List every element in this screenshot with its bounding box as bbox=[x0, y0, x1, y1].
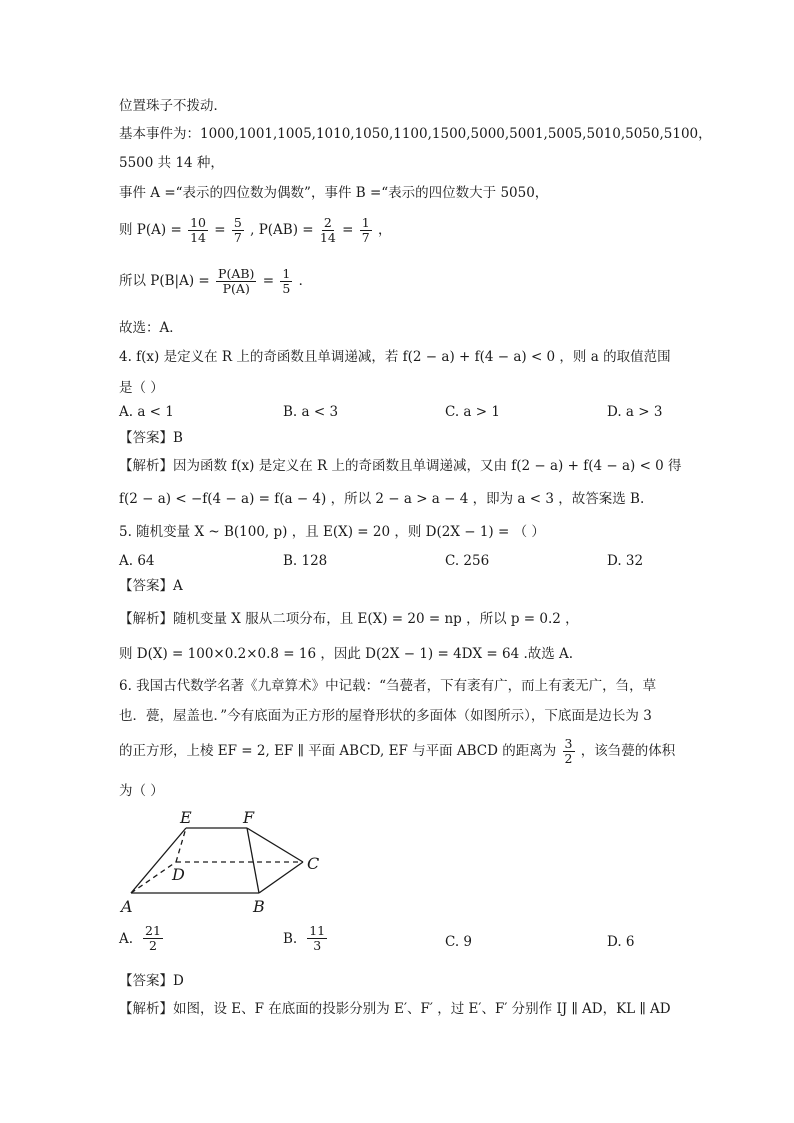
option-d: D. 6 bbox=[607, 934, 635, 950]
stem-text: 的正方形，上棱 EF = 2, EF ∥ 平面 ABCD, EF 与平面 ABCD 的距离为 bbox=[119, 743, 561, 759]
numerator: 11 bbox=[309, 923, 326, 938]
question-stem: 5. 随机变量 X ~ B(100, p) ，且 E(X) = 20 ，则 D(2X − 1) = （ ） bbox=[119, 524, 545, 540]
numerator: 21 bbox=[145, 923, 161, 938]
answer-label: 【答案】D bbox=[119, 973, 184, 989]
vertex-label-c: C bbox=[307, 854, 320, 873]
fraction bbox=[232, 216, 244, 246]
text-line: 故选：A． bbox=[119, 320, 183, 336]
text-line: 事件 A =“表示的四位数为偶数”，事件 B =“表示的四位数大于 5050， bbox=[119, 185, 549, 201]
fraction bbox=[307, 924, 327, 954]
explanation: 【解析】随机变量 X 服从二项分布，且 E(X) = 20 = np ，所以 p = 0.2 ， bbox=[119, 611, 579, 627]
option-a: A. a < 1 bbox=[119, 404, 174, 420]
explanation: 则 D(X) = 100×0.2×0.8 = 16 ，因此 D(2X − 1) = 4DX = 64 .故选 A. bbox=[119, 646, 574, 662]
fraction bbox=[216, 267, 256, 297]
denominator: 2 bbox=[149, 938, 157, 954]
fraction bbox=[188, 216, 208, 246]
denominator: P(A) bbox=[222, 281, 250, 296]
question-stem: 4. f(x) 是定义在 R 上的奇函数且单调递减，若 f(2 − a) + f(4 − a) < 0 ，则 a 的取值范围 bbox=[119, 349, 671, 365]
question-stem: 也．甍，屋盖也．”今有底面为正方形的屋脊形状的多面体（如图所示），下底面是边长为 3 bbox=[119, 708, 652, 724]
formula-text: 则 P(A) = bbox=[119, 222, 187, 238]
explanation: 【解析】如图，设 E、F 在底面的投影分别为 E′、F′ ，过 E′、F′ 分别作 IJ ∥ AD，KL ∥ AD bbox=[119, 1001, 671, 1017]
option-d: D. 32 bbox=[607, 553, 644, 569]
answer-label: 【答案】A bbox=[119, 578, 183, 594]
option-c: C. 9 bbox=[445, 934, 473, 950]
formula-text: ， bbox=[377, 222, 392, 238]
numerator: 3 bbox=[564, 735, 573, 751]
formula-text: , P(AB) = bbox=[250, 222, 318, 238]
denominator: 14 bbox=[190, 230, 206, 245]
denominator: 3 bbox=[313, 938, 322, 954]
text-line: 位置珠子不拨动． bbox=[119, 98, 227, 114]
edge-ad-hidden bbox=[131, 862, 176, 893]
vertex-label-f: F bbox=[243, 808, 255, 827]
vertex-label-e: E bbox=[180, 808, 192, 827]
numerator: 1 bbox=[361, 214, 370, 230]
vertex-label-a: A bbox=[121, 897, 133, 916]
option-b bbox=[283, 924, 329, 954]
answer-label: 【答案】B bbox=[119, 430, 183, 446]
question-stem: 是（ ） bbox=[119, 380, 164, 396]
edge-bc bbox=[259, 862, 303, 893]
fraction bbox=[563, 737, 575, 767]
option-c: C. 256 bbox=[445, 553, 490, 569]
vertex-label-b: B bbox=[253, 897, 265, 916]
edge-fb bbox=[247, 828, 259, 893]
formula-text: ． bbox=[298, 273, 313, 289]
option-b: B. a < 3 bbox=[283, 404, 339, 420]
denominator: 2 bbox=[564, 751, 573, 766]
option-b: B. 128 bbox=[283, 553, 328, 569]
text-line: 5500 共 14 种， bbox=[119, 155, 224, 171]
option-d: D. a > 3 bbox=[607, 404, 663, 420]
option-a bbox=[119, 924, 165, 954]
fraction bbox=[320, 216, 336, 246]
fraction bbox=[143, 924, 163, 954]
question-stem: 为（ ） bbox=[119, 783, 164, 799]
numerator: P(AB) bbox=[218, 265, 255, 281]
option-a: A. 64 bbox=[119, 553, 155, 569]
stem-text: ，该刍甍的体积 bbox=[580, 743, 676, 759]
formula-line: 则 P(A) = $\frac{10}{14}$ = $\frac{5}{7}$ , P(AB) = $\frac{2}{14}$ = $\frac{1}{7}$ ， bbox=[119, 214, 392, 245]
text-line: 基本事件为：1000,1001,1005,1010,1050,1100,1500,5000,5001,5005,5010,5050,5100， bbox=[119, 126, 712, 142]
explanation: f(2 − a) < −f(4 − a) = f(a − 4) ，所以 2 − a > a − 4 ，即为 a < 3 ，故答案选 B. bbox=[119, 491, 645, 507]
denominator: 14 bbox=[319, 230, 336, 245]
edge-fc bbox=[247, 828, 303, 862]
question-stem bbox=[119, 733, 675, 769]
numerator: 5 bbox=[233, 214, 242, 230]
denominator: 5 bbox=[282, 281, 291, 296]
denominator: 7 bbox=[361, 230, 370, 245]
option-label: A. bbox=[119, 930, 134, 947]
option-c: C. a > 1 bbox=[445, 404, 500, 420]
question-stem: 6. 我国古代数学名著《九章算术》中记载：“刍甍者，下有袤有广，而上有袤无广，刍，草 bbox=[119, 678, 657, 694]
option-label: B. bbox=[283, 930, 298, 947]
vertex-label-d: D bbox=[172, 865, 185, 884]
numerator: 2 bbox=[323, 214, 332, 230]
numerator: 1 bbox=[282, 265, 291, 281]
fraction bbox=[280, 267, 292, 297]
denominator: 7 bbox=[233, 230, 242, 245]
edge-de-hidden bbox=[176, 828, 186, 862]
fraction bbox=[360, 216, 372, 246]
formula-text: 所以 P(B|A) = bbox=[119, 273, 215, 289]
numerator: 10 bbox=[190, 214, 206, 230]
formula-line: 所以 P(B|A) = $\frac{P(AB)}{P(A)}$ = $\frac{1}{5}$ ． bbox=[119, 265, 313, 296]
explanation: 【解析】因为函数 f(x) 是定义在 R 上的奇函数且单调递减，又由 f(2 − a) + f(4 − a) < 0 得 bbox=[119, 458, 682, 474]
edge-ae bbox=[131, 828, 186, 893]
